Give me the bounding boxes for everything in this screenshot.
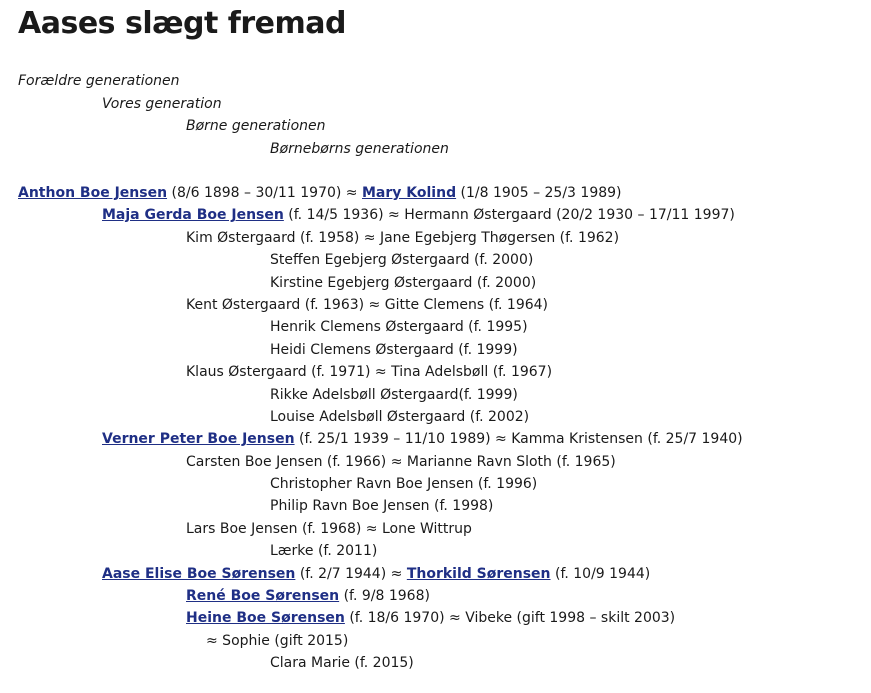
family-tree: [0, 182, 871, 675]
entry-details: (1/8 1905 – 25/3 1989): [456, 185, 622, 201]
tree-entry-verner: [0, 428, 871, 450]
tree-entry-kirstine: Kirstine Egebjerg Østergaard (f. 2000): [270, 274, 537, 291]
generation-legend: [0, 70, 871, 160]
tree-entry-lars: Lars Boe Jensen (f. 1968) ≈ Lone Wittrup: [186, 520, 472, 537]
link-heine-boe-sorensen[interactable]: Heine Boe Sørensen: [186, 610, 345, 627]
tree-entry-christopher: Christopher Ravn Boe Jensen (f. 1996): [270, 476, 538, 493]
legend-our-generation: Vores generation: [102, 95, 222, 112]
tree-entry-henrik: Henrik Clemens Østergaard (f. 1995): [270, 319, 528, 336]
entry-details: (f. 2/7 1944) ≈: [295, 565, 407, 582]
tree-entry-sophie: ≈ Sophie (gift 2015): [206, 632, 349, 649]
tree-entry-maja: [0, 204, 871, 226]
tree-entry-rikke: Rikke Adelsbøll Østergaard(f. 1999): [270, 386, 518, 403]
tree-entry-laerke: Lærke (f. 2011): [270, 543, 378, 560]
link-verner-peter-boe-jensen[interactable]: Verner Peter Boe Jensen: [102, 431, 295, 448]
entry-details: (f. 9/8 1968): [339, 588, 430, 605]
link-maja-gerda-boe-jensen[interactable]: Maja Gerda Boe Jensen: [102, 207, 284, 224]
entry-details: (8/6 1898 – 30/11 1970) ≈: [167, 185, 362, 201]
tree-entry-kim: Kim Østergaard (f. 1958) ≈ Jane Egebjerg Thøgersen (f. 1962): [186, 229, 620, 246]
entry-details: (f. 14/5 1936) ≈ Hermann Østergaard (20/2 1930 – 17/11 1997): [283, 207, 735, 224]
link-rene-boe-sorensen[interactable]: René Boe Sørensen: [186, 588, 340, 605]
page-title: Aases slægt fremad: [18, 6, 346, 41]
entry-details: (f. 10/9 1944): [550, 565, 651, 582]
tree-entry-carsten: Carsten Boe Jensen (f. 1966) ≈ Marianne Ravn Sloth (f. 1965): [186, 453, 616, 470]
tree-entry-heidi: Heidi Clemens Østergaard (f. 1999): [270, 341, 518, 358]
tree-entry-aase: [0, 563, 871, 585]
entry-details: (f. 25/1 1939 – 11/10 1989) ≈ Kamma Kristensen (f. 25/7 1940): [294, 431, 743, 448]
tree-entry-rene: [0, 585, 871, 607]
link-thorkild-sorensen[interactable]: Thorkild Sørensen: [406, 565, 551, 582]
tree-entry-kent: Kent Østergaard (f. 1963) ≈ Gitte Clemens (f. 1964): [186, 296, 549, 313]
link-mary-kolind[interactable]: Mary Kolind: [362, 185, 457, 201]
entry-details: (f. 18/6 1970) ≈ Vibeke (gift 1998 – skilt 2003): [344, 610, 676, 627]
tree-entry-steffen: Steffen Egebjerg Østergaard (f. 2000): [270, 252, 534, 269]
tree-entry-philip: Philip Ravn Boe Jensen (f. 1998): [270, 498, 494, 515]
tree-entry-louise: Louise Adelsbøll Østergaard (f. 2002): [270, 408, 530, 425]
tree-entry-clara-marie: Clara Marie (f. 2015): [270, 655, 414, 672]
legend-parents-generation: Forældre generationen: [18, 73, 180, 89]
tree-entry-heine: [0, 607, 871, 629]
link-anthon-boe-jensen[interactable]: Anthon Boe Jensen: [18, 185, 168, 201]
legend-children-generation: Børne generationen: [186, 118, 326, 134]
legend-grandchildren-generation: Børnebørns generationen: [270, 140, 449, 157]
tree-entry-anthon: [0, 182, 871, 204]
tree-entry-klaus: Klaus Østergaard (f. 1971) ≈ Tina Adelsbøll (f. 1967): [186, 364, 553, 381]
link-aase-elise-boe-sorensen[interactable]: Aase Elise Boe Sørensen: [102, 565, 296, 582]
